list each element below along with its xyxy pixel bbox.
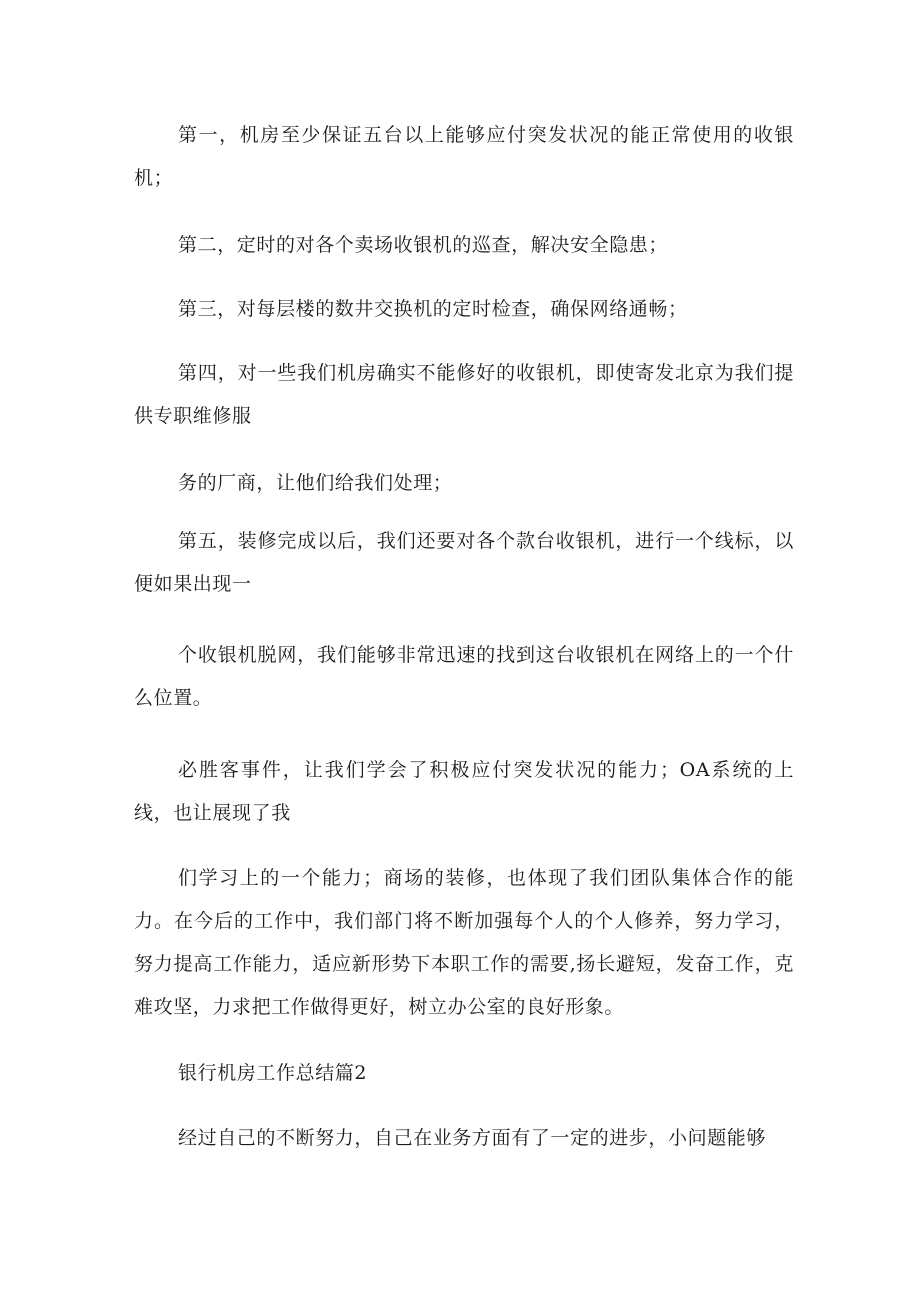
paragraph-2: 第二，定时的对各个卖场收银机的巡查，解决安全隐患； (178, 234, 669, 256)
paragraph-11: 经过自己的不断努力，自己在业务方面有了一定的进步，小问题能够 (178, 1127, 767, 1149)
section-heading: 银行机房工作总结篇2 (178, 1062, 368, 1084)
paragraph-3: 第三，对每层楼的数井交换机的定时检查，确保网络通畅； (178, 298, 688, 320)
paragraph-5: 务的厂商，让他们给我们处理； (178, 472, 453, 494)
paragraph-9: 们学习上的一个能力；商场的装修，也体现了我们团队集体合作的能力。在今后的工作中，我们部门将不断加强每个人的个人修养，努力学习，努力提高工作能力，适应新形势下本职工作的需要,扬长避短，发奋工作，克难攻坚，力求把工作做得更好，树立办公室的良好形象。 (134, 867, 794, 1018)
paragraph-4: 第四，对一些我们机房确实不能修好的收银机，即使寄发北京为我们提供专职维修服 (134, 362, 794, 427)
paragraph-1: 第一，机房至少保证五台以上能够应付突发状况的能正常使用的收银机； (134, 124, 794, 189)
paragraph-8: 必胜客事件，让我们学会了积极应付突发状况的能力；OA系统的上线，也让展现了我 (134, 759, 794, 824)
paragraph-7: 个收银机脱网，我们能够非常迅速的找到这台收银机在网络上的一个什么位置。 (134, 644, 794, 709)
paragraph-6: 第五，装修完成以后，我们还要对各个款台收银机，进行一个线标，以便如果出现一 (134, 530, 794, 595)
